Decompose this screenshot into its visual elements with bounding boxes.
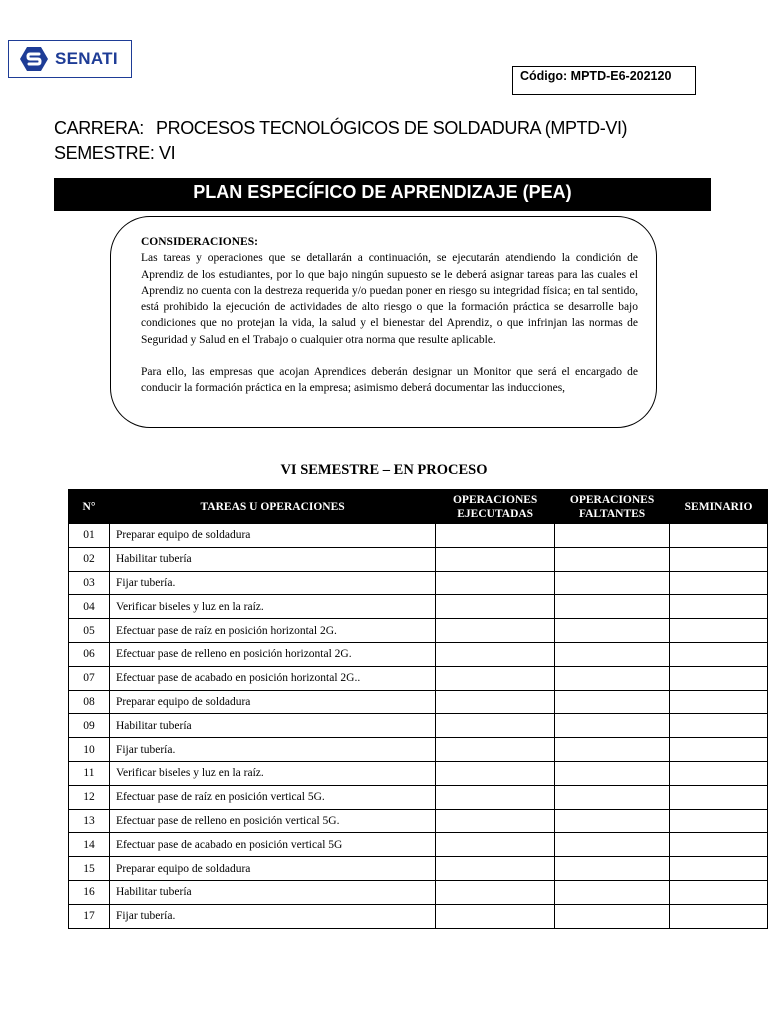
row-missing-cell[interactable] [555, 642, 670, 666]
semester-line [54, 141, 627, 166]
row-missing-cell[interactable] [555, 547, 670, 571]
row-executed-cell[interactable] [436, 738, 555, 762]
row-seminar-cell[interactable] [670, 904, 768, 928]
row-seminar-cell[interactable] [670, 595, 768, 619]
row-number: 08 [69, 690, 110, 714]
row-seminar-cell[interactable] [670, 761, 768, 785]
document-code: Código: MPTD-E6-202120 [512, 66, 696, 95]
row-seminar-cell[interactable] [670, 690, 768, 714]
table-row [69, 809, 768, 833]
header-executed: OPERACIONES EJECUTADAS [436, 490, 555, 524]
row-task: Fijar tubería. [109, 738, 435, 762]
career-value: PROCESOS TECNOLÓGICOS DE SOLDADURA (MPTD-VI) [156, 118, 628, 138]
career-info [54, 116, 627, 166]
row-seminar-cell[interactable] [670, 809, 768, 833]
row-task: Habilitar tubería [109, 547, 435, 571]
row-number: 11 [69, 761, 110, 785]
row-executed-cell[interactable] [436, 524, 555, 548]
row-executed-cell[interactable] [436, 833, 555, 857]
row-seminar-cell[interactable] [670, 857, 768, 881]
row-number: 02 [69, 547, 110, 571]
row-missing-cell[interactable] [555, 714, 670, 738]
row-number: 07 [69, 666, 110, 690]
row-task: Verificar biseles y luz en la raíz. [109, 761, 435, 785]
table-row [69, 666, 768, 690]
row-missing-cell[interactable] [555, 880, 670, 904]
header-number: N° [69, 490, 110, 524]
row-number: 17 [69, 904, 110, 928]
row-task: Efectuar pase de relleno en posición horizontal 2G. [109, 642, 435, 666]
row-seminar-cell[interactable] [670, 666, 768, 690]
row-number: 15 [69, 857, 110, 881]
row-missing-cell[interactable] [555, 690, 670, 714]
row-task: Preparar equipo de soldadura [109, 524, 435, 548]
row-executed-cell[interactable] [436, 690, 555, 714]
row-missing-cell[interactable] [555, 904, 670, 928]
semester-value: VI [159, 143, 176, 163]
semester-heading: VI SEMESTRE – EN PROCESO [280, 462, 488, 478]
row-executed-cell[interactable] [436, 595, 555, 619]
row-number: 04 [69, 595, 110, 619]
table-row [69, 642, 768, 666]
row-number: 01 [69, 524, 110, 548]
table-row [69, 761, 768, 785]
row-number: 16 [69, 880, 110, 904]
row-missing-cell[interactable] [555, 524, 670, 548]
row-number: 13 [69, 809, 110, 833]
logo-text: SENATI [55, 49, 118, 68]
row-missing-cell[interactable] [555, 857, 670, 881]
row-missing-cell[interactable] [555, 761, 670, 785]
table-row [69, 785, 768, 809]
table-row [69, 880, 768, 904]
considerations-paragraph-1: Las tareas y operaciones que se detallarán a continuación, se ejecutarán atendiendo la condición de Aprendiz de los estudiantes, por lo que bajo ningún supuesto se le deberá asignar tareas para las cuales el Aprendiz no cuenta con la destreza requerida y/o puedan poner en riesgo su integridad física; en tal sentido, está prohibido la ejecución de actividades de alto riesgo o que la formación práctica se desarrolle bajo condiciones que no protejan la vida, la salud y el bienestar del Aprendiz, o que infrinjan las normas de Seguridad y Salud en el Trabajo o cualquier otra norma que resulte aplicable. [141, 252, 638, 346]
row-executed-cell[interactable] [436, 785, 555, 809]
row-missing-cell[interactable] [555, 738, 670, 762]
table-header-row [69, 490, 768, 524]
tasks-table [68, 489, 768, 929]
row-missing-cell[interactable] [555, 809, 670, 833]
row-task: Fijar tubería. [109, 571, 435, 595]
row-executed-cell[interactable] [436, 642, 555, 666]
row-task: Habilitar tubería [109, 714, 435, 738]
header-tasks: TAREAS U OPERACIONES [109, 490, 435, 524]
header-missing: OPERACIONES FALTANTES [555, 490, 670, 524]
row-seminar-cell[interactable] [670, 571, 768, 595]
row-executed-cell[interactable] [436, 809, 555, 833]
table-row [69, 738, 768, 762]
row-executed-cell[interactable] [436, 761, 555, 785]
row-executed-cell[interactable] [436, 904, 555, 928]
header-seminar: SEMINARIO [670, 490, 768, 524]
row-seminar-cell[interactable] [670, 833, 768, 857]
table-row [69, 833, 768, 857]
row-seminar-cell[interactable] [670, 642, 768, 666]
career-label: CARRERA: [54, 118, 144, 138]
row-number: 10 [69, 738, 110, 762]
table-row [69, 595, 768, 619]
considerations-box [110, 216, 657, 428]
row-task: Habilitar tubería [109, 880, 435, 904]
table-row [69, 571, 768, 595]
row-task: Preparar equipo de soldadura [109, 690, 435, 714]
table-row [69, 547, 768, 571]
row-task: Efectuar pase de raíz en posición vertical 5G. [109, 785, 435, 809]
senati-logo [8, 40, 132, 78]
table-row [69, 904, 768, 928]
row-seminar-cell[interactable] [670, 714, 768, 738]
career-line [54, 116, 627, 141]
row-number: 12 [69, 785, 110, 809]
row-executed-cell[interactable] [436, 880, 555, 904]
senati-s-logo-icon [19, 46, 49, 72]
row-seminar-cell[interactable] [670, 738, 768, 762]
table-row [69, 714, 768, 738]
row-seminar-cell[interactable] [670, 524, 768, 548]
row-executed-cell[interactable] [436, 619, 555, 643]
row-task: Efectuar pase de relleno en posición vertical 5G. [109, 809, 435, 833]
table-row [69, 857, 768, 881]
table-row [69, 690, 768, 714]
row-missing-cell[interactable] [555, 785, 670, 809]
row-task: Preparar equipo de soldadura [109, 857, 435, 881]
row-task: Efectuar pase de acabado en posición horizontal 2G.. [109, 666, 435, 690]
row-number: 09 [69, 714, 110, 738]
row-missing-cell[interactable] [555, 571, 670, 595]
row-task: Verificar biseles y luz en la raíz. [109, 595, 435, 619]
row-number: 05 [69, 619, 110, 643]
considerations-paragraph-2: Para ello, las empresas que acojan Aprendices deberán designar un Monitor que será el encargado de conducir la formación práctica en la empresa; asimismo deberá documentar las inducciones, [141, 366, 638, 395]
table-row [69, 524, 768, 548]
row-seminar-cell[interactable] [670, 785, 768, 809]
row-executed-cell[interactable] [436, 547, 555, 571]
row-missing-cell[interactable] [555, 619, 670, 643]
plan-title: PLAN ESPECÍFICO DE APRENDIZAJE (PEA) [54, 178, 711, 211]
row-number: 03 [69, 571, 110, 595]
row-executed-cell[interactable] [436, 714, 555, 738]
row-seminar-cell[interactable] [670, 619, 768, 643]
row-task: Efectuar pase de acabado en posición vertical 5G [109, 833, 435, 857]
table-row [69, 619, 768, 643]
row-executed-cell[interactable] [436, 666, 555, 690]
row-seminar-cell[interactable] [670, 547, 768, 571]
row-missing-cell[interactable] [555, 666, 670, 690]
row-seminar-cell[interactable] [670, 880, 768, 904]
row-number: 06 [69, 642, 110, 666]
considerations-title: CONSIDERACIONES: [141, 236, 258, 248]
row-task: Efectuar pase de raíz en posición horizontal 2G. [109, 619, 435, 643]
row-task: Fijar tubería. [109, 904, 435, 928]
semester-label: SEMESTRE: [54, 143, 155, 163]
row-executed-cell[interactable] [436, 571, 555, 595]
row-number: 14 [69, 833, 110, 857]
row-missing-cell[interactable] [555, 595, 670, 619]
row-executed-cell[interactable] [436, 857, 555, 881]
row-missing-cell[interactable] [555, 833, 670, 857]
